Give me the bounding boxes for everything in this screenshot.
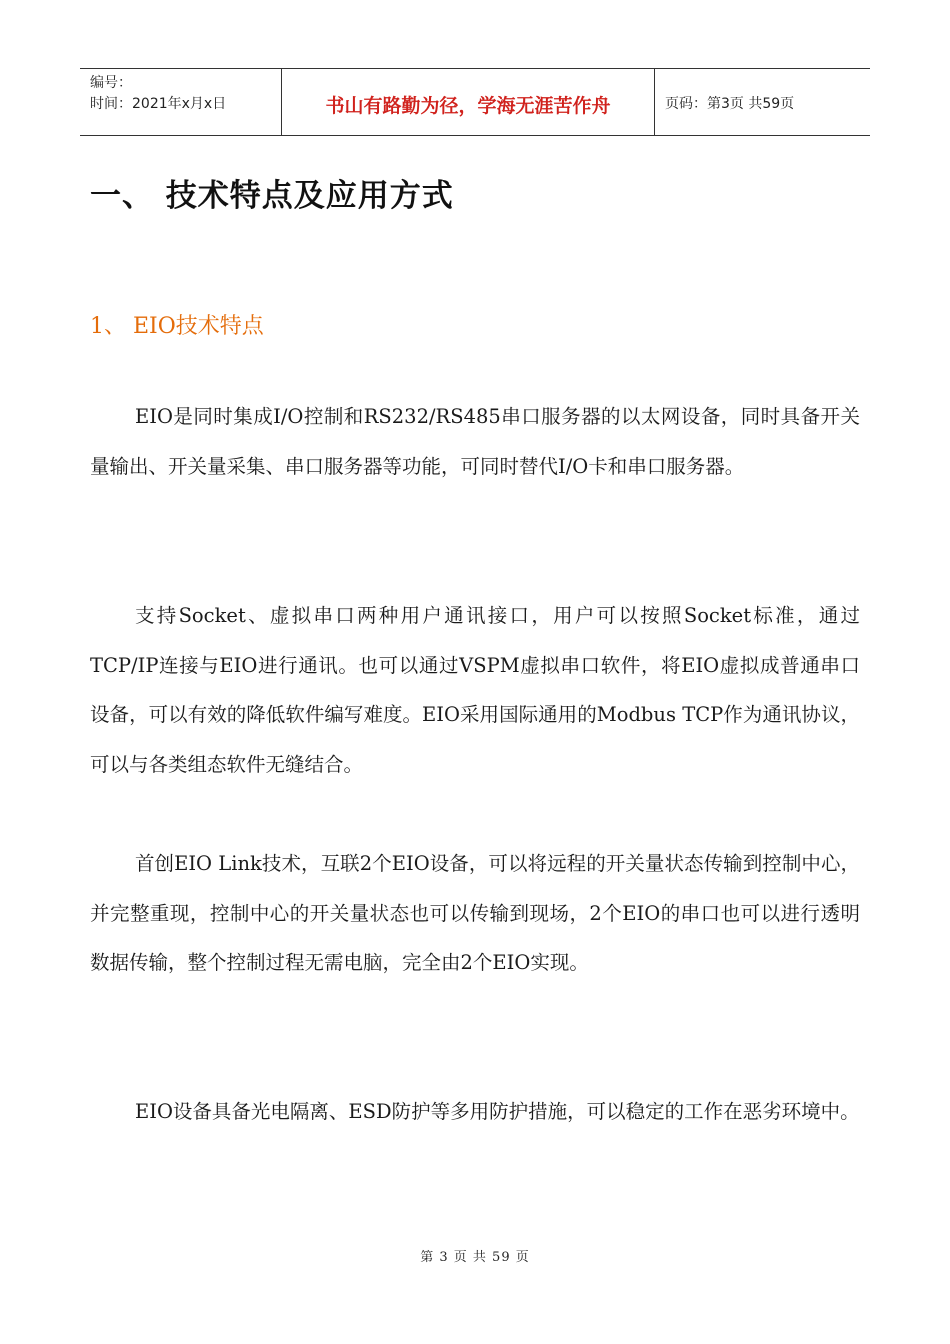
paragraph-2: 支持Socket、虚拟串口两种用户通讯接口，用户可以按照Socket标准，通过TCP/IP连接与EIO进行通讯。也可以通过VSPM虚拟串口软件，将EIO虚拟成普通串口设备，可以有效的降低软件编写难度。EIO采用国际通用的Modbus TCP作为通讯协议，可以与各类组态软件无缝结合。 [90, 604, 860, 776]
header-date-label: 时间：2021年x月x日 [90, 96, 227, 112]
header-meta [80, 69, 281, 135]
paragraph-3: 首创EIO Link技术，互联2个EIO设备，可以将远程的开关量状态传输到控制中心，并完整重现，控制中心的开关量状态也可以传输到现场，2个EIO的串口也可以进行透明数据传输，整个控制过程无需电脑，完全由2个EIO实现。 [90, 852, 860, 974]
page-header [80, 68, 870, 136]
header-page-info: 页码：第3页 共59页 [665, 96, 795, 112]
section-title: 一、 技术特点及应用方式 [90, 178, 454, 214]
header-code-label: 编号： [90, 75, 132, 91]
paragraph-1: EIO是同时集成I/O控制和RS232/RS485串口服务器的以太网设备，同时具备开关量输出、开关量采集、串口服务器等功能，可同时替代I/O卡和串口服务器。 [90, 405, 860, 478]
header-motto: 书山有路勤为径，学海无涯苦作舟 [281, 69, 655, 135]
page-footer: 第 3 页 共 59 页 [420, 1250, 530, 1265]
paragraph-4: EIO设备具备光电隔离、ESD防护等多用防护措施，可以稳定的工作在恶劣环境中。 [135, 1100, 860, 1123]
subsection-title: 1、 EIO技术特点 [90, 314, 264, 339]
